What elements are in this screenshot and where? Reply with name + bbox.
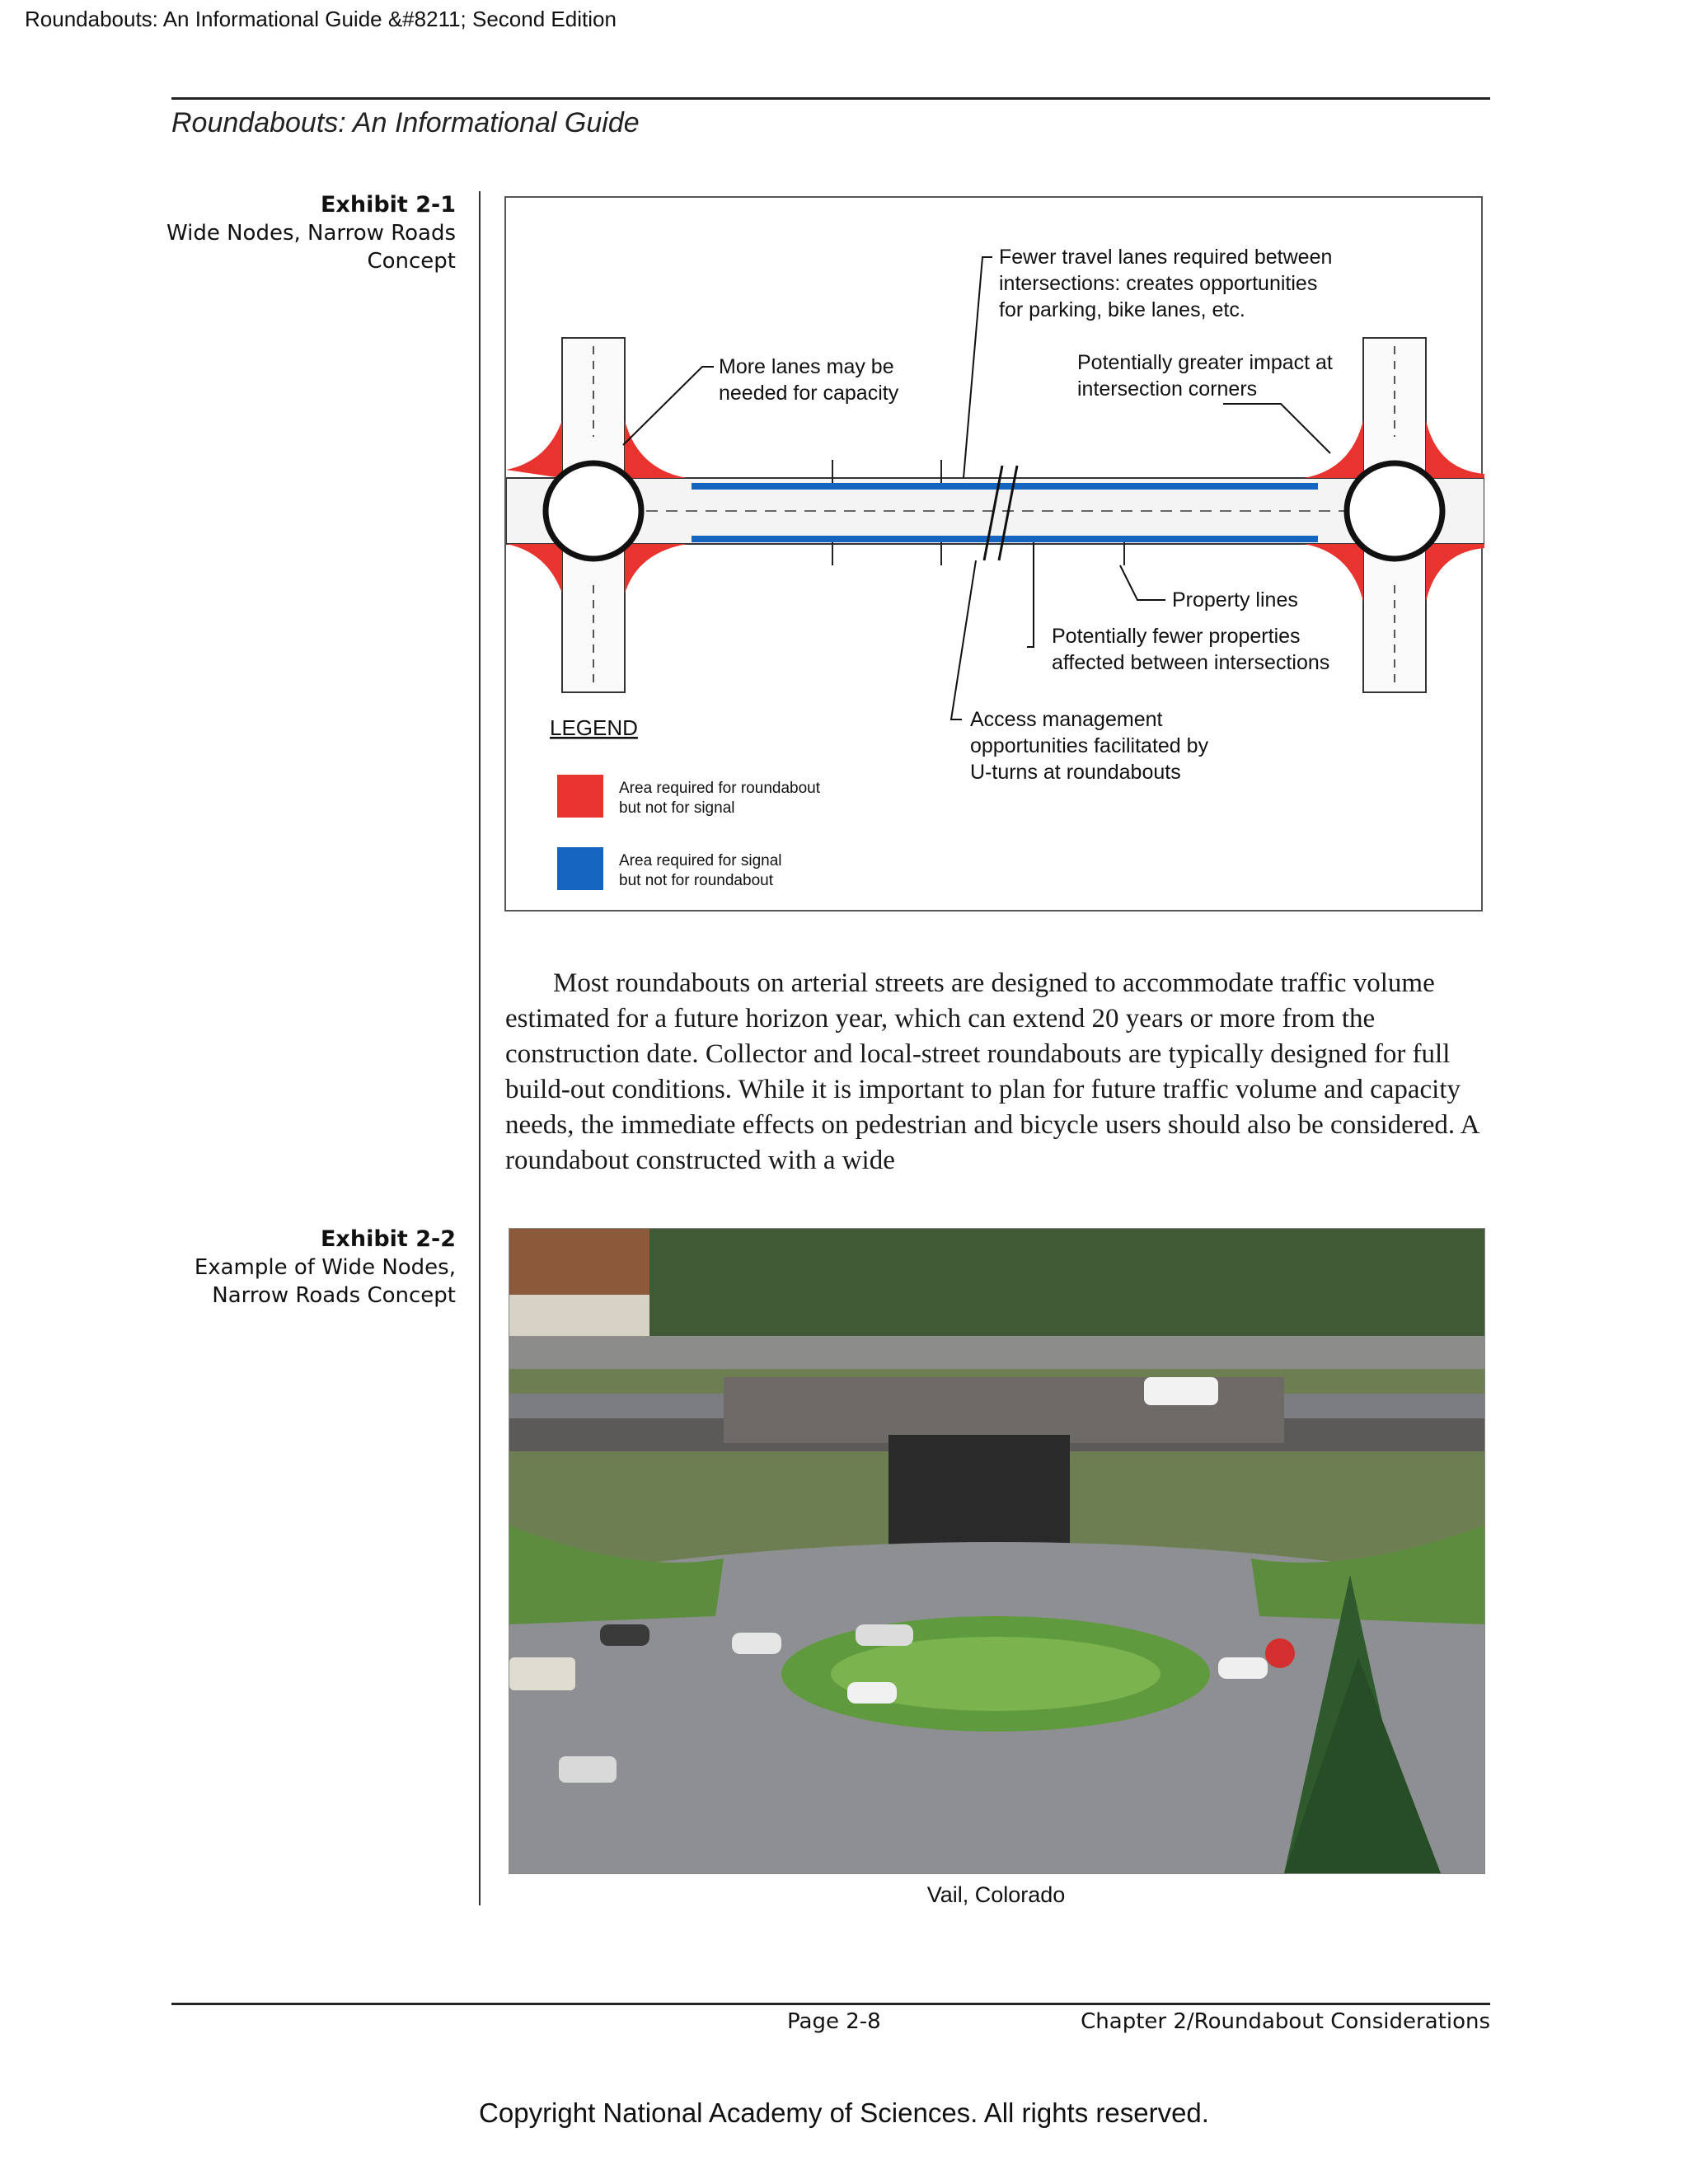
legend-red-line1: Area required for roundabout (619, 780, 820, 797)
legend-swatch-red (557, 775, 603, 818)
callout-access-mgmt-3: U-turns at roundabouts (970, 761, 1181, 784)
photo-caption: Vail, Colorado (926, 1882, 1066, 1907)
legend-title: LEGEND (550, 715, 638, 740)
diagram-canvas (506, 198, 1484, 913)
legend-blue-line1: Area required for signal (619, 852, 782, 869)
photo-illustration (509, 1229, 1484, 1873)
exhibit-title-line: Example of Wide Nodes, (194, 1255, 456, 1280)
running-head: Roundabouts: An Informational Guide (171, 107, 640, 138)
callout-fewer-properties-2: affected between intersections (1052, 651, 1330, 674)
exhibit-2-1-label (166, 191, 456, 275)
legend-red-line2: but not for signal (619, 799, 735, 817)
callout-fewer-properties-1: Potentially fewer properties (1052, 625, 1301, 648)
document-title: Roundabouts: An Informational Guide &#8211; Second Edition (25, 7, 617, 31)
callout-more-lanes-2: needed for capacity (719, 382, 899, 405)
header-rule (171, 97, 1490, 100)
chapter-title: Chapter 2/Roundabout Considerations (1081, 2009, 1490, 2034)
left-roundabout (546, 463, 641, 559)
exhibit-title-line: Wide Nodes, Narrow Roads (166, 221, 456, 246)
vail-roundabout-photo (509, 1228, 1485, 1874)
wide-nodes-diagram (504, 196, 1483, 912)
callout-fewer-lanes-1: Fewer travel lanes required between (999, 246, 1333, 269)
callout-access-mgmt-2: opportunities facilitated by (970, 734, 1209, 757)
callout-fewer-lanes-2: intersections: creates opportunities (999, 272, 1318, 295)
callout-greater-impact-2: intersection corners (1077, 377, 1258, 401)
exhibit-title-line: Concept (367, 249, 456, 274)
body-paragraph: Most roundabouts on arterial streets are designed to accommodate traffic volume estimated for a future horizon year, which can extend 20 years or more from the construction date. Collector and local-street roundabouts are typically designed for full build-out conditions. While it is important to plan for future traffic volume and capacity needs, the immediate effects on pedestrian and bicycle users should also be considered. A roundabout constructed with a wide (505, 968, 1479, 1175)
exhibit-number: Exhibit 2-2 (320, 1226, 456, 1252)
callout-more-lanes-1: More lanes may be (719, 355, 894, 378)
footer-rule (171, 2003, 1490, 2005)
exhibit-number: Exhibit 2-1 (320, 192, 456, 218)
callout-greater-impact-1: Potentially greater impact at (1077, 351, 1333, 374)
legend-swatch-blue (557, 847, 603, 890)
right-roundabout (1347, 463, 1442, 559)
page-number: Page 2-8 (787, 2009, 881, 2034)
copyright-notice: Copyright National Academy of Sciences. All rights reserved. (479, 2097, 1209, 2128)
exhibit-2-2-label (195, 1226, 456, 1310)
margin-rule (479, 191, 481, 1905)
diagram-legend (550, 715, 821, 890)
callout-property-lines: Property lines (1172, 588, 1298, 612)
callout-fewer-lanes-3: for parking, bike lanes, etc. (999, 298, 1245, 321)
callout-access-mgmt-1: Access management (970, 708, 1163, 731)
legend-blue-line2: but not for roundabout (619, 872, 773, 889)
exhibit-title-line: Narrow Roads Concept (212, 1283, 456, 1308)
